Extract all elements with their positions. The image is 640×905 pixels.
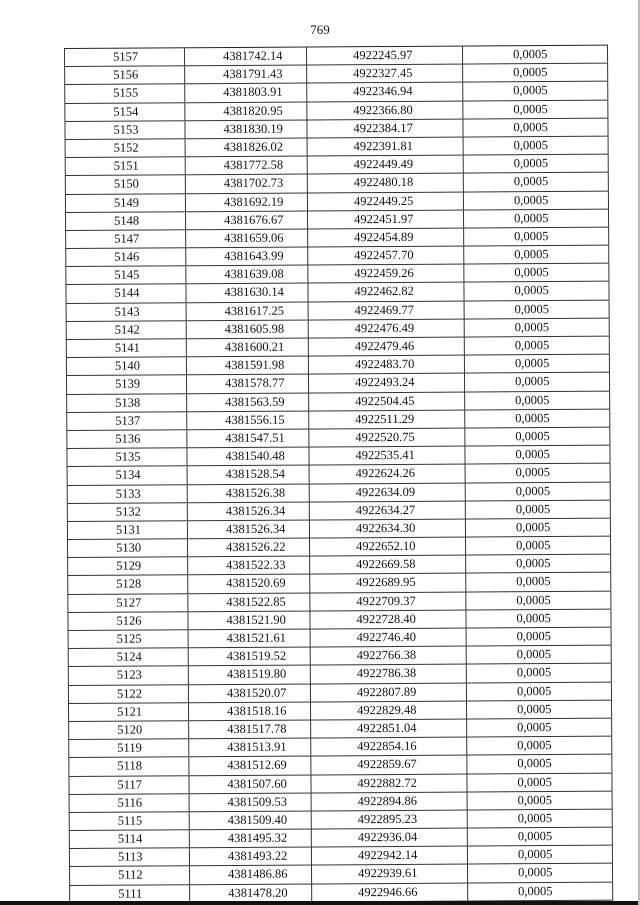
accuracy-cell: 0,0005 [466, 700, 612, 718]
y-coordinate-cell: 4922449.25 [307, 192, 463, 210]
y-coordinate-cell: 4922894.86 [311, 792, 467, 810]
y-coordinate-cell: 4922535.41 [308, 447, 464, 465]
page-number: 769 [310, 22, 330, 37]
y-coordinate-cell: 4922709.37 [309, 592, 465, 610]
accuracy-cell: 0,0005 [464, 391, 610, 409]
x-coordinate-cell: 4381526.34 [187, 502, 309, 520]
y-coordinate-cell: 4922479.46 [308, 338, 464, 356]
point-number-cell: 5141 [66, 339, 186, 357]
y-coordinate-cell: 4922346.94 [306, 83, 462, 101]
accuracy-cell: 0,0005 [463, 191, 609, 209]
y-coordinate-cell: 4922462.82 [307, 283, 463, 301]
accuracy-cell: 0,0005 [464, 337, 610, 355]
accuracy-cell: 0,0005 [465, 537, 611, 555]
point-number-cell: 5157 [64, 48, 184, 66]
y-coordinate-cell: 4922854.16 [310, 738, 466, 756]
point-number-cell: 5125 [68, 630, 188, 648]
point-number-cell: 5136 [66, 430, 186, 448]
x-coordinate-cell: 4381522.33 [187, 557, 309, 575]
point-number-cell: 5155 [64, 85, 184, 103]
x-coordinate-cell: 4381600.21 [186, 339, 308, 357]
accuracy-cell: 0,0005 [465, 591, 611, 609]
point-number-cell: 5122 [68, 685, 188, 703]
x-coordinate-cell: 4381521.90 [187, 611, 309, 629]
accuracy-cell: 0,0005 [464, 355, 610, 373]
accuracy-cell: 0,0005 [462, 82, 608, 100]
x-coordinate-cell: 4381791.43 [184, 66, 306, 84]
x-coordinate-cell: 4381519.52 [188, 648, 310, 666]
point-number-cell: 5148 [65, 212, 185, 230]
point-number-cell: 5124 [68, 648, 188, 666]
accuracy-cell: 0,0005 [464, 446, 610, 464]
accuracy-cell: 0,0005 [465, 464, 611, 482]
x-coordinate-cell: 4381513.91 [188, 739, 310, 757]
y-coordinate-cell: 4922807.89 [310, 683, 466, 701]
accuracy-cell: 0,0005 [467, 882, 613, 900]
accuracy-cell: 0,0005 [462, 46, 608, 64]
accuracy-cell: 0,0005 [465, 555, 611, 573]
x-coordinate-cell: 4381526.38 [187, 484, 309, 502]
y-coordinate-cell: 4922634.09 [309, 483, 465, 501]
x-coordinate-cell: 4381617.25 [186, 302, 308, 320]
point-number-cell: 5135 [66, 448, 186, 466]
accuracy-cell: 0,0005 [463, 155, 609, 173]
x-coordinate-cell: 4381578.77 [186, 375, 308, 393]
accuracy-cell: 0,0005 [465, 482, 611, 500]
x-coordinate-cell: 4381742.14 [184, 48, 306, 66]
accuracy-cell: 0,0005 [463, 228, 609, 246]
x-coordinate-cell: 4381521.61 [188, 630, 310, 648]
point-number-cell: 5117 [68, 776, 188, 794]
y-coordinate-cell: 4922366.80 [306, 101, 462, 119]
point-number-cell: 5149 [65, 194, 185, 212]
point-number-cell: 5146 [65, 248, 185, 266]
accuracy-cell: 0,0005 [467, 846, 613, 864]
y-coordinate-cell: 4922895.23 [311, 810, 467, 828]
y-coordinate-cell: 4922859.67 [310, 756, 466, 774]
y-coordinate-cell: 4922451.97 [307, 210, 463, 228]
x-coordinate-cell: 4381519.80 [188, 666, 310, 684]
x-coordinate-cell: 4381509.40 [189, 811, 311, 829]
x-coordinate-cell: 4381659.06 [185, 229, 307, 247]
x-coordinate-cell: 4381526.22 [187, 539, 309, 557]
x-coordinate-cell: 4381522.85 [187, 593, 309, 611]
accuracy-cell: 0,0005 [466, 719, 612, 737]
x-coordinate-cell: 4381563.59 [186, 393, 308, 411]
x-coordinate-cell: 4381826.02 [185, 138, 307, 156]
y-coordinate-cell: 4922454.89 [307, 228, 463, 246]
accuracy-cell: 0,0005 [463, 246, 609, 264]
point-number-cell: 5113 [69, 849, 189, 867]
point-number-cell: 5140 [66, 357, 186, 375]
point-number-cell: 5150 [65, 176, 185, 194]
accuracy-cell: 0,0005 [464, 409, 610, 427]
y-coordinate-cell: 4922504.45 [308, 392, 464, 410]
y-coordinate-cell: 4922634.30 [309, 519, 465, 537]
x-coordinate-cell: 4381526.34 [187, 520, 309, 538]
y-coordinate-cell: 4922493.24 [308, 374, 464, 392]
point-number-cell: 5131 [67, 521, 187, 539]
x-coordinate-cell: 4381830.19 [184, 120, 306, 138]
x-coordinate-cell: 4381692.19 [185, 193, 307, 211]
y-coordinate-cell: 4922766.38 [310, 647, 466, 665]
y-coordinate-cell: 4922483.70 [308, 356, 464, 374]
x-coordinate-cell: 4381493.22 [189, 848, 311, 866]
x-coordinate-cell: 4381540.48 [186, 448, 308, 466]
x-coordinate-cell: 4381605.98 [186, 320, 308, 338]
accuracy-cell: 0,0005 [466, 664, 612, 682]
y-coordinate-cell: 4922786.38 [310, 665, 466, 683]
point-number-cell: 5156 [64, 66, 184, 84]
y-coordinate-cell: 4922511.29 [308, 410, 464, 428]
point-number-cell: 5145 [65, 267, 185, 285]
accuracy-cell: 0,0005 [463, 209, 609, 227]
point-number-cell: 5137 [66, 412, 186, 430]
point-number-cell: 5126 [67, 612, 187, 630]
accuracy-cell: 0,0005 [463, 173, 609, 191]
y-coordinate-cell: 4922245.97 [306, 47, 462, 65]
y-coordinate-cell: 4922634.27 [309, 501, 465, 519]
point-number-cell: 5111 [69, 885, 189, 903]
accuracy-cell: 0,0005 [466, 737, 612, 755]
x-coordinate-cell: 4381520.07 [188, 684, 310, 702]
point-number-cell: 5127 [67, 594, 187, 612]
x-coordinate-cell: 4381478.20 [189, 884, 311, 902]
accuracy-cell: 0,0005 [462, 64, 608, 82]
x-coordinate-cell: 4381495.32 [189, 830, 311, 848]
point-number-cell: 5144 [65, 285, 185, 303]
y-coordinate-cell: 4922689.95 [309, 574, 465, 592]
y-coordinate-cell: 4922652.10 [309, 538, 465, 556]
x-coordinate-cell: 4381643.99 [185, 248, 307, 266]
point-number-cell: 5134 [67, 467, 187, 485]
x-coordinate-cell: 4381518.16 [188, 702, 310, 720]
accuracy-cell: 0,0005 [462, 118, 608, 136]
point-number-cell: 5123 [68, 667, 188, 685]
point-number-cell: 5121 [68, 703, 188, 721]
point-number-cell: 5114 [69, 830, 189, 848]
point-number-cell: 5112 [69, 867, 189, 885]
point-number-cell: 5120 [68, 721, 188, 739]
x-coordinate-cell: 4381630.14 [185, 284, 307, 302]
point-number-cell: 5130 [67, 539, 187, 557]
x-coordinate-cell: 4381486.86 [189, 866, 311, 884]
accuracy-cell: 0,0005 [467, 810, 613, 828]
accuracy-cell: 0,0005 [465, 500, 611, 518]
y-coordinate-cell: 4922746.40 [310, 629, 466, 647]
accuracy-cell: 0,0005 [467, 791, 613, 809]
y-coordinate-cell: 4922469.77 [308, 301, 464, 319]
accuracy-cell: 0,0005 [464, 428, 610, 446]
accuracy-cell: 0,0005 [464, 318, 610, 336]
x-coordinate-cell: 4381520.69 [187, 575, 309, 593]
y-coordinate-cell: 4922520.75 [308, 428, 464, 446]
point-number-cell: 5153 [64, 121, 184, 139]
y-coordinate-cell: 4922384.17 [306, 119, 462, 137]
point-number-cell: 5152 [65, 139, 185, 157]
x-coordinate-cell: 4381512.69 [188, 757, 310, 775]
x-coordinate-cell: 4381591.98 [186, 357, 308, 375]
accuracy-cell: 0,0005 [463, 264, 609, 282]
point-number-cell: 5147 [65, 230, 185, 248]
accuracy-cell: 0,0005 [466, 646, 612, 664]
y-coordinate-cell: 4922851.04 [310, 719, 466, 737]
y-coordinate-cell: 4922728.40 [309, 610, 465, 628]
accuracy-cell: 0,0005 [467, 828, 613, 846]
point-number-cell: 5154 [64, 103, 184, 121]
point-number-cell: 5138 [66, 394, 186, 412]
accuracy-cell: 0,0005 [465, 573, 611, 591]
point-number-cell: 5118 [68, 758, 188, 776]
x-coordinate-cell: 4381820.95 [184, 102, 306, 120]
accuracy-cell: 0,0005 [467, 864, 613, 882]
accuracy-cell: 0,0005 [463, 137, 609, 155]
x-coordinate-cell: 4381517.78 [188, 720, 310, 738]
y-coordinate-cell: 4922624.26 [309, 465, 465, 483]
y-coordinate-cell: 4922882.72 [310, 774, 466, 792]
y-coordinate-cell: 4922939.61 [311, 865, 467, 883]
point-number-cell: 5128 [67, 576, 187, 594]
point-number-cell: 5139 [66, 376, 186, 394]
y-coordinate-cell: 4922480.18 [307, 174, 463, 192]
y-coordinate-cell: 4922391.81 [307, 138, 463, 156]
x-coordinate-cell: 4381702.73 [185, 175, 307, 193]
point-number-cell: 5142 [66, 321, 186, 339]
y-coordinate-cell: 4922476.49 [308, 319, 464, 337]
y-coordinate-cell: 4922936.04 [311, 829, 467, 847]
y-coordinate-cell: 4922669.58 [309, 556, 465, 574]
x-coordinate-cell: 4381528.54 [187, 466, 309, 484]
point-number-cell: 5143 [66, 303, 186, 321]
accuracy-cell: 0,0005 [466, 773, 612, 791]
x-coordinate-cell: 4381676.67 [185, 211, 307, 229]
y-coordinate-cell: 4922449.49 [307, 156, 463, 174]
x-coordinate-cell: 4381507.60 [188, 775, 310, 793]
point-number-cell: 5132 [67, 503, 187, 521]
coordinates-table [64, 45, 613, 904]
x-coordinate-cell: 4381509.53 [189, 793, 311, 811]
y-coordinate-cell: 4922457.70 [307, 247, 463, 265]
point-number-cell: 5116 [69, 794, 189, 812]
accuracy-cell: 0,0005 [462, 100, 608, 118]
x-coordinate-cell: 4381803.91 [184, 84, 306, 102]
accuracy-cell: 0,0005 [465, 609, 611, 627]
y-coordinate-cell: 4922946.66 [311, 883, 467, 901]
y-coordinate-cell: 4922942.14 [311, 847, 467, 865]
x-coordinate-cell: 4381547.51 [186, 429, 308, 447]
y-coordinate-cell: 4922829.48 [310, 701, 466, 719]
accuracy-cell: 0,0005 [466, 628, 612, 646]
point-number-cell: 5129 [67, 558, 187, 576]
accuracy-cell: 0,0005 [466, 682, 612, 700]
y-coordinate-cell: 4922327.45 [306, 65, 462, 83]
point-number-cell: 5119 [68, 739, 188, 757]
scan-bottom-edge [0, 901, 640, 905]
point-number-cell: 5133 [67, 485, 187, 503]
accuracy-cell: 0,0005 [464, 373, 610, 391]
x-coordinate-cell: 4381556.15 [186, 411, 308, 429]
accuracy-cell: 0,0005 [465, 519, 611, 537]
point-number-cell: 5115 [69, 812, 189, 830]
accuracy-cell: 0,0005 [463, 282, 609, 300]
y-coordinate-cell: 4922459.26 [307, 265, 463, 283]
point-number-cell: 5151 [65, 157, 185, 175]
x-coordinate-cell: 4381772.58 [185, 157, 307, 175]
x-coordinate-cell: 4381639.08 [185, 266, 307, 284]
accuracy-cell: 0,0005 [464, 300, 610, 318]
accuracy-cell: 0,0005 [466, 755, 612, 773]
